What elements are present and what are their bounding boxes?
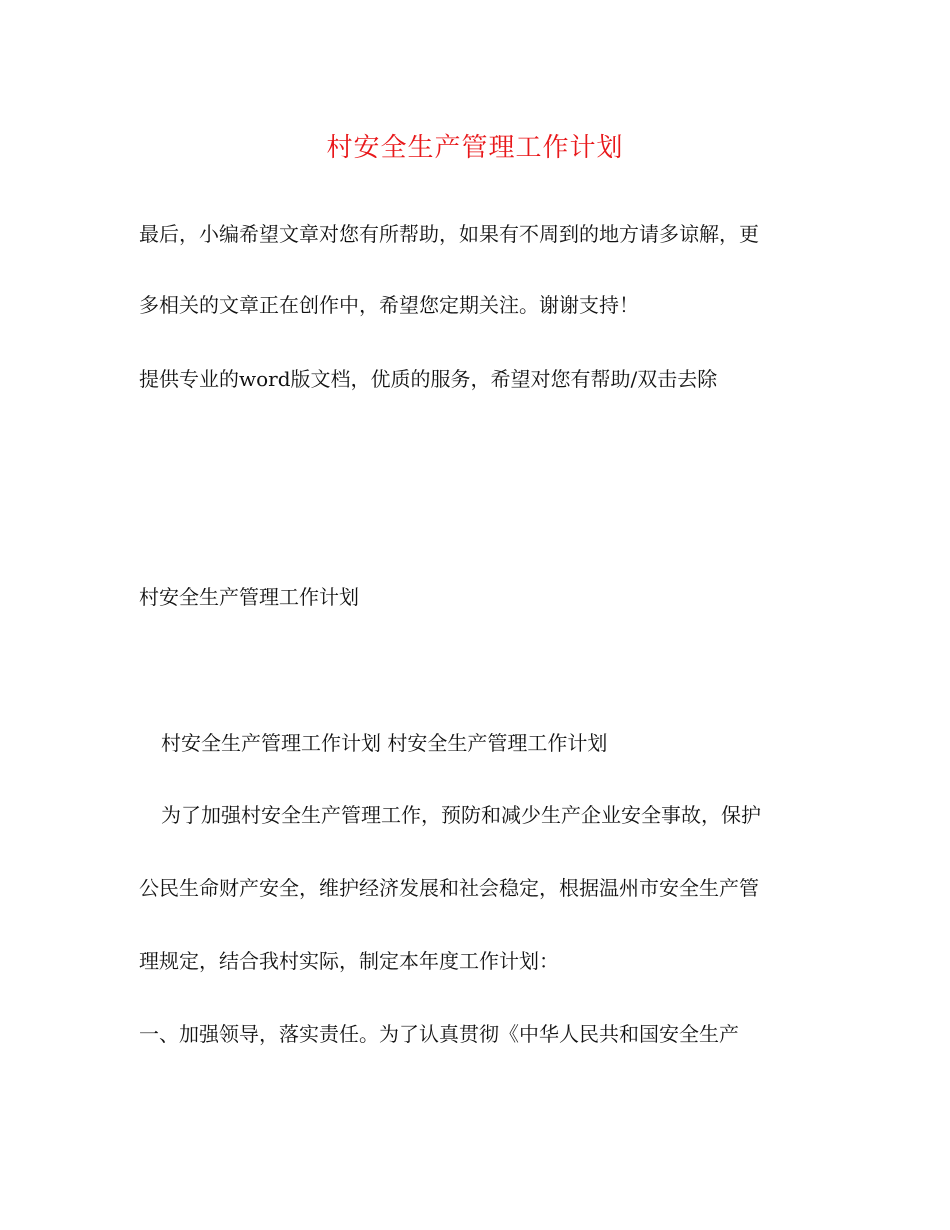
section-heading: 村安全生产管理工作计划 <box>139 585 359 609</box>
body-text-line-1: 村安全生产管理工作计划 村安全生产管理工作计划 <box>161 731 608 755</box>
body-text-line-5: 一、加强领导，落实责任。为了认真贯彻《中华人民共和国安全生产 <box>139 1022 739 1046</box>
body-text-line-4: 理规定，结合我村实际，制定本年度工作计划： <box>139 949 559 973</box>
body-text-line-2: 为了加强村安全生产管理工作，预防和减少生产企业安全事故，保护 <box>161 803 761 827</box>
body-text-line-3: 公民生命财产安全，维护经济发展和社会稳定，根据温州市安全生产管 <box>139 876 759 900</box>
intro-text-line-1: 最后，小编希望文章对您有所帮助，如果有不周到的地方请多谅解，更 <box>139 222 759 246</box>
intro-text-line-2: 多相关的文章正在创作中，希望您定期关注。谢谢支持！ <box>139 293 639 317</box>
document-title: 村安全生产管理工作计划 <box>326 133 624 163</box>
intro-text-line-3: 提供专业的word版文档，优质的服务，希望对您有帮助/双击去除 <box>139 367 718 391</box>
